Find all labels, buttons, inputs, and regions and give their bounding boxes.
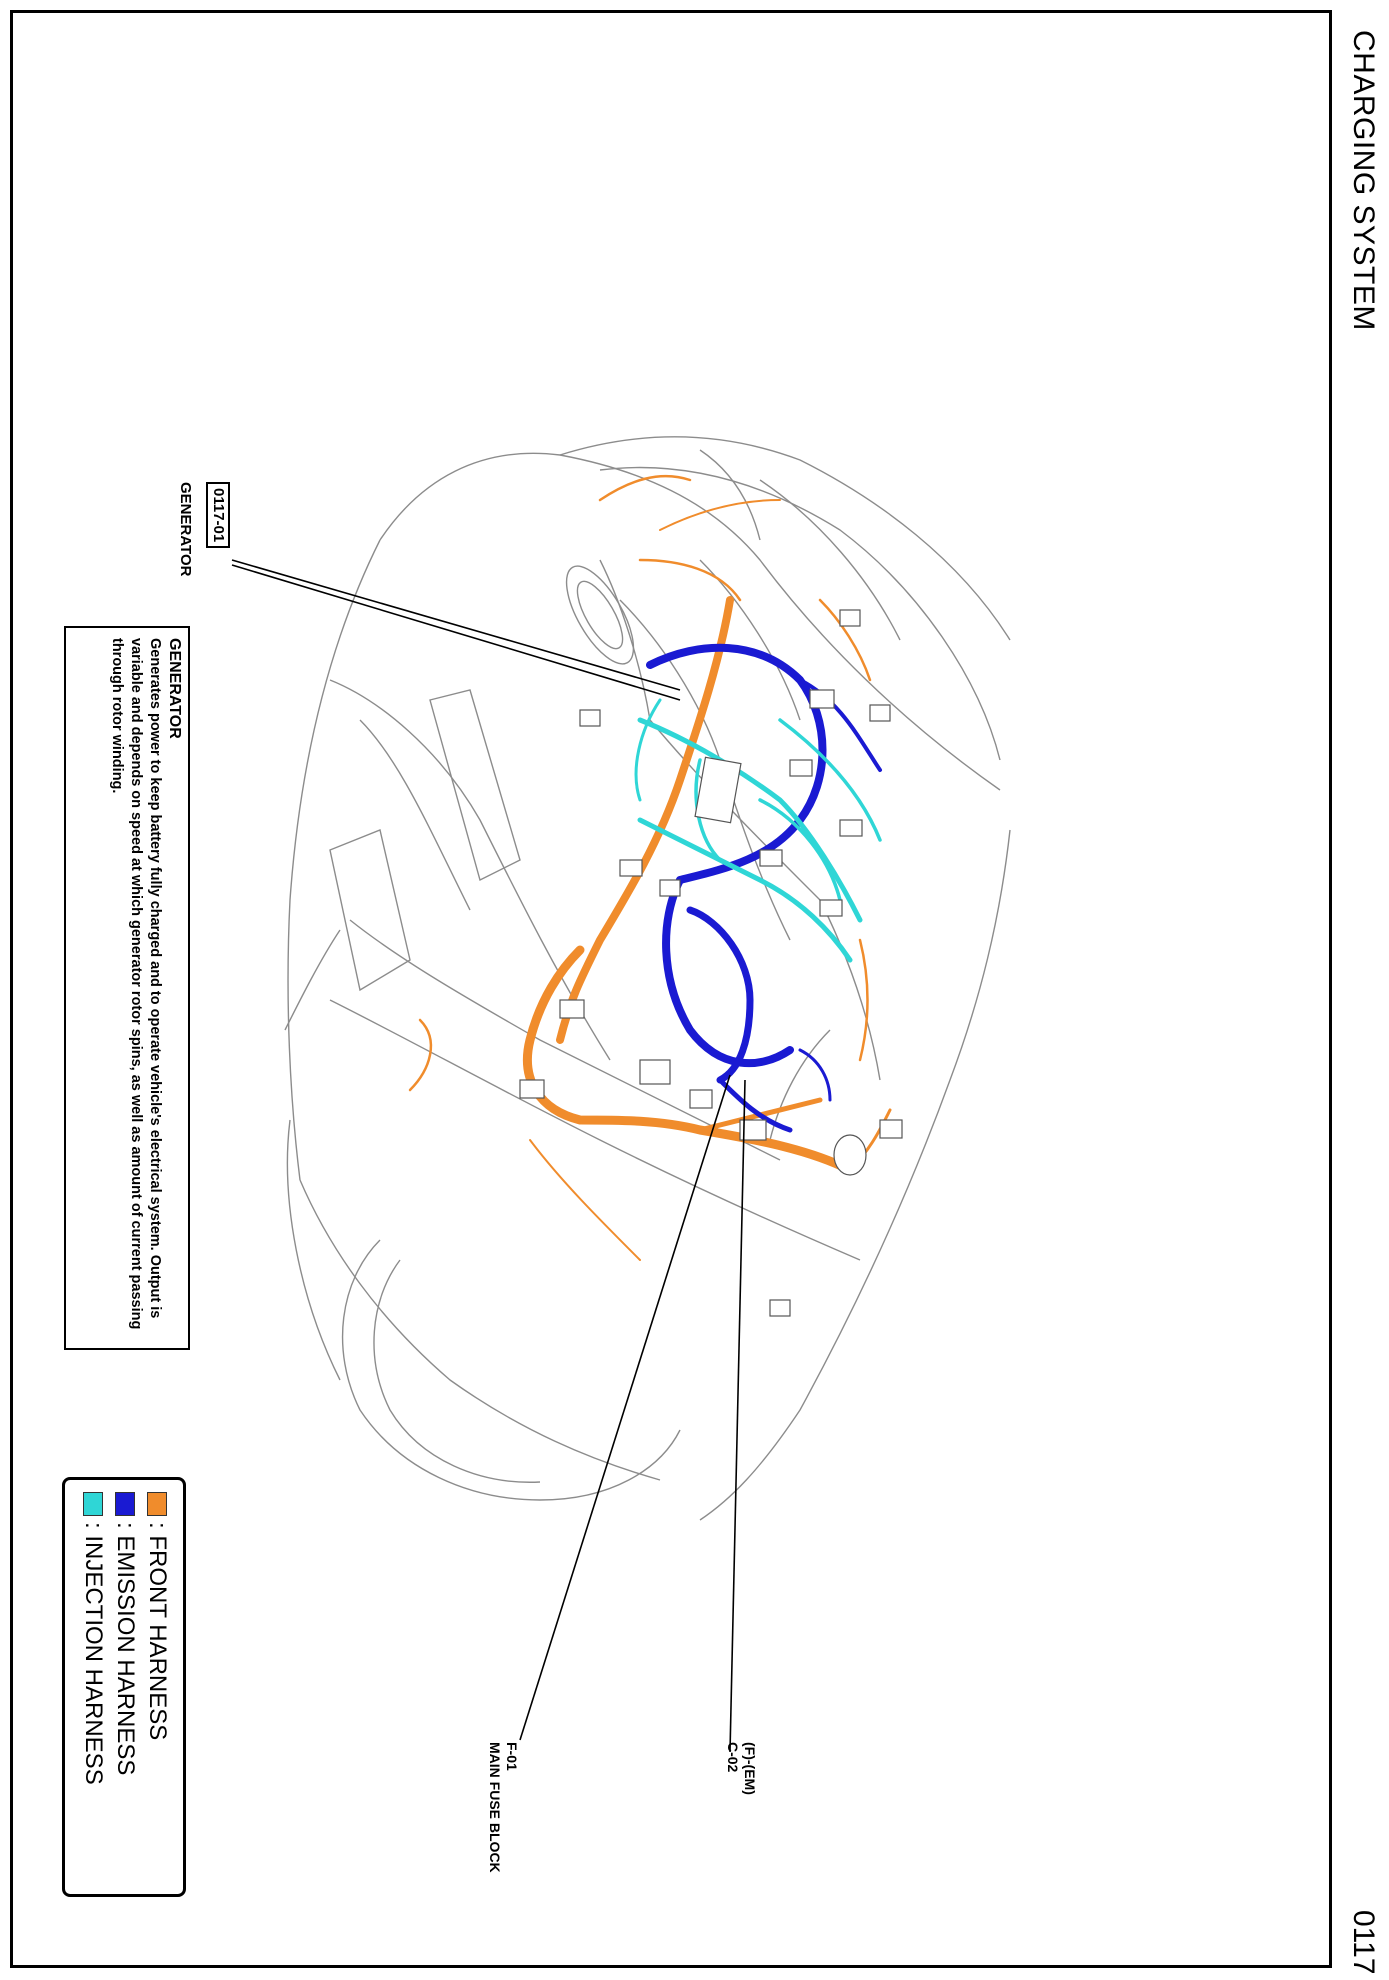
legend-label-injection-harness: : INJECTION HARNESS: [80, 1522, 107, 1785]
connector-code-f-em: (F)-(EM): [742, 1742, 758, 1795]
injection-harness-swatch: [83, 1492, 103, 1516]
legend-item-emission-harness: [109, 1492, 141, 1882]
page-title: CHARGING SYSTEM: [1347, 30, 1380, 331]
emission-harness-swatch: [115, 1492, 135, 1516]
harness-legend: [62, 1477, 186, 1897]
legend-item-injection-harness: [77, 1492, 109, 1882]
description-title: GENERATOR: [166, 638, 183, 739]
connector-code-f01: F-01: [504, 1742, 520, 1771]
front-harness-swatch: [147, 1492, 167, 1516]
legend-label-emission-harness: : EMISSION HARNESS: [112, 1522, 139, 1776]
description-text: Generates power to keep battery fully charged and to operate vehicle's electrical system. Output is variable and depends on speed at which generator rotor spins, as well as amount of current passing through rotor winding.: [109, 638, 163, 1330]
connector-name-c02: C-02: [725, 1742, 741, 1773]
component-description-box: [64, 626, 190, 1350]
generator-name-label: GENERATOR: [177, 482, 194, 577]
vehicle-outline: [285, 437, 1010, 1520]
generator-code-label: 0117-01: [206, 482, 230, 548]
page-number: 0117: [1347, 1910, 1380, 1975]
connector-name-main-fuse-block: MAIN FUSE BLOCK: [487, 1742, 503, 1873]
front-harness: [410, 476, 890, 1260]
leader-lines: [232, 560, 745, 1752]
legend-item-front-harness: [141, 1492, 173, 1882]
legend-label-front-harness: : FRONT HARNESS: [144, 1522, 171, 1741]
